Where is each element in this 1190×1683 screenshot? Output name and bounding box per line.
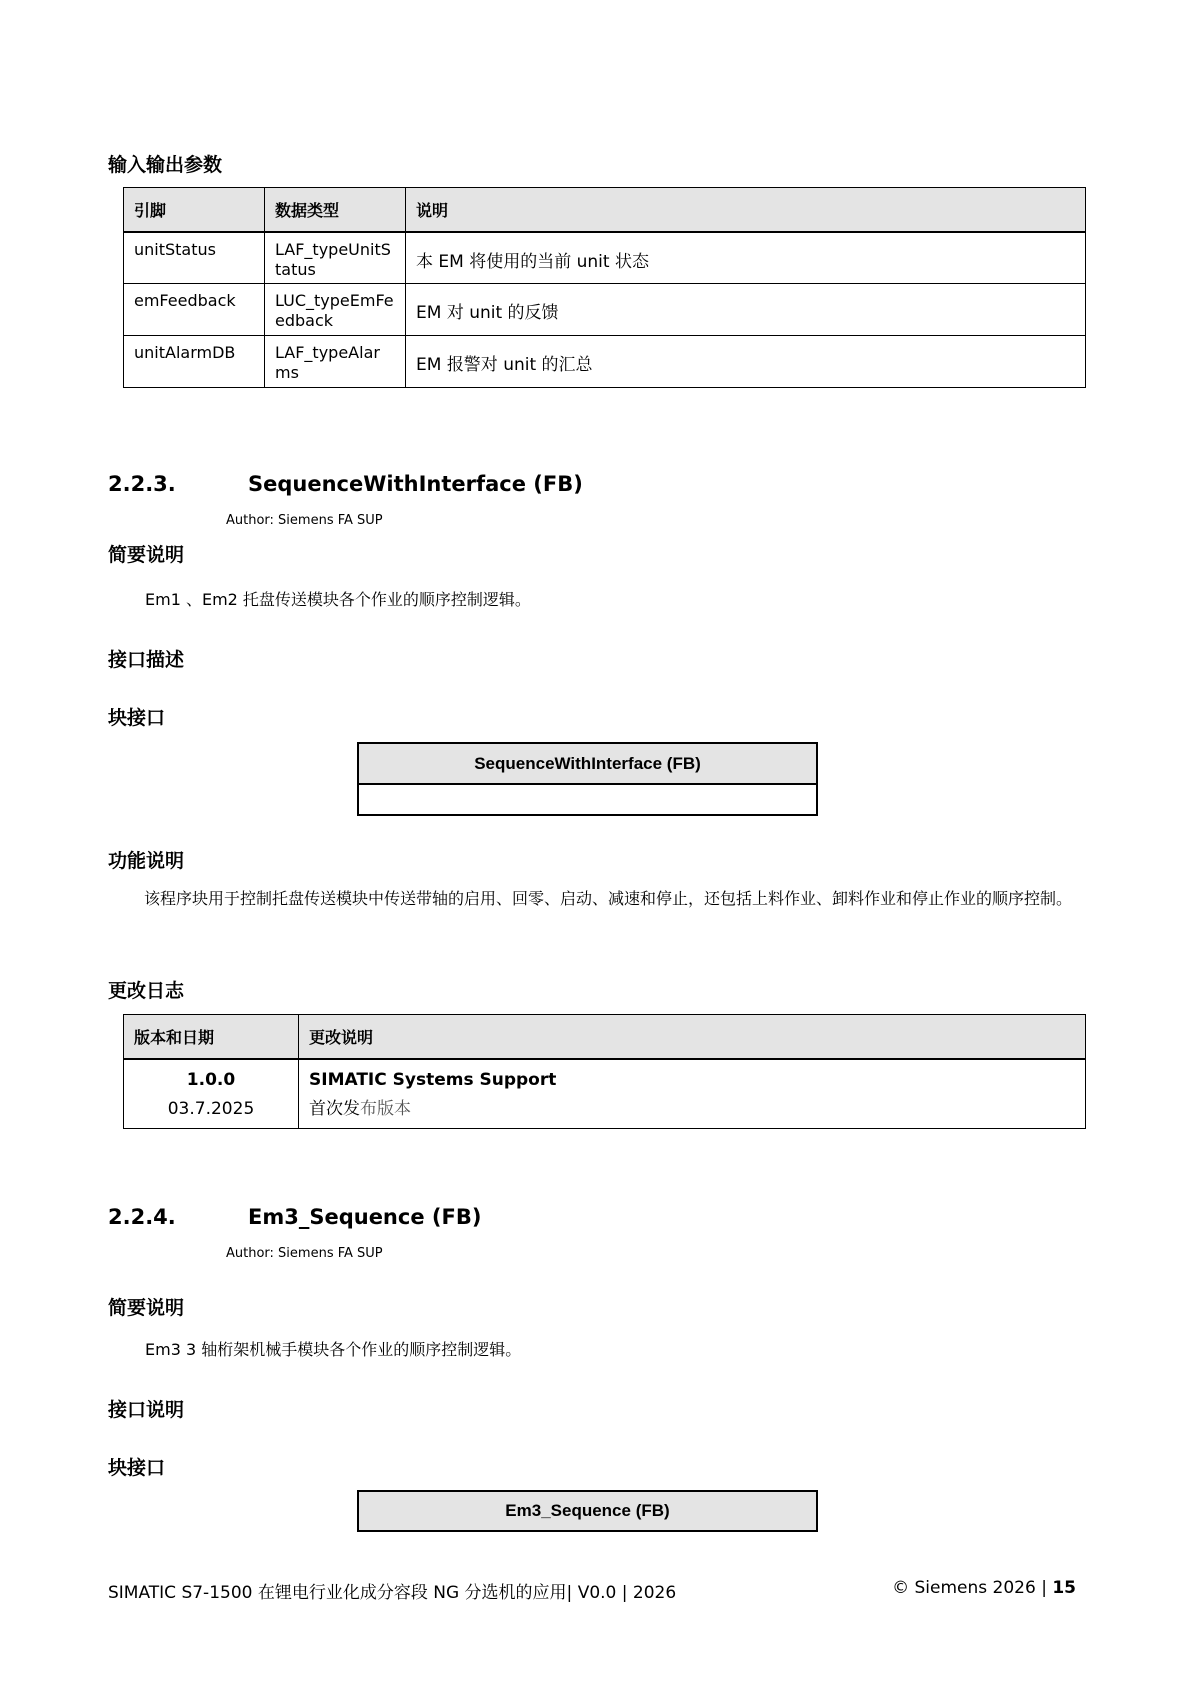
datatype-cell: LAF_typeAlarms [275,343,380,382]
datatype-cell: LAF_typeUnitStatus [275,239,391,279]
version-date: 03.7.2025 [167,1098,255,1119]
block-interface-diagram [357,742,818,816]
col-header-version-date: 版本和日期 [124,1015,299,1059]
footer-copyright: © Siemens 2026 | [892,1578,1053,1598]
pin-cell: unitStatus [134,239,216,259]
page-number: 15 [1052,1578,1076,1598]
section-title: SequenceWithInterface (FB) [248,472,583,496]
footer-document-title: SIMATIC S7-1500 在锂电行业化成分容段 NG 分选机的应用| V0.0 | 2026 [108,1583,677,1603]
io-params-table [123,187,1086,388]
col-header-change-notes: 更改说明 [299,1015,1086,1059]
block-interface-heading: 块接口 [108,707,166,729]
datatype-cell: LUC_typeEmFeedback [275,291,394,330]
description-cell: 本 EM 将使用的当前 unit 状态 [416,251,649,272]
brief-text: Em3 3 轴桁架机械手模块各个作业的顺序控制逻辑。 [145,1340,522,1359]
function-text: 该程序块用于控制托盘传送模块中传送带轴的启用、回零、启动、减速和停止，还包括上料作业、卸料作业和停止作业的顺序控制。 [144,889,1073,908]
brief-heading: 简要说明 [108,544,185,566]
change-note [309,1095,1075,1124]
table-row [124,1059,1086,1129]
changelog-heading: 更改日志 [108,980,185,1002]
pin-cell: emFeedback [134,291,236,310]
function-heading: 功能说明 [108,850,185,872]
col-header-description: 说明 [406,188,1086,232]
change-note-bold: 首次发 [309,1098,360,1119]
change-note-rest: 布版本 [360,1098,411,1119]
table-row [124,232,1086,284]
pin-cell: unitAlarmDB [134,343,236,362]
block-interface-heading: 块接口 [108,1457,166,1479]
author-line: Author: Siemens FA SUP [226,513,383,528]
block-title: Em3_Sequence (FB) [359,1492,816,1530]
table-row [124,336,1086,388]
author-line: Author: Siemens FA SUP [226,1246,383,1261]
block-interface-diagram [357,1490,818,1532]
description-cell: EM 对 unit 的反馈 [416,303,559,323]
description-cell: EM 报警对 unit 的汇总 [416,355,593,375]
interface-heading: 接口描述 [108,649,185,671]
changelog-table [123,1014,1086,1129]
section-number: 2.2.3. [108,472,176,496]
io-params-heading: 输入输出参数 [108,154,223,176]
section-number: 2.2.4. [108,1205,176,1229]
col-header-pin: 引脚 [124,188,265,232]
version-number: 1.0.0 [186,1069,236,1090]
table-row [124,284,1086,336]
footer-page-info [892,1578,1076,1598]
section-title: Em3_Sequence (FB) [248,1205,482,1229]
change-author: SIMATIC Systems Support [309,1069,557,1090]
block-title: SequenceWithInterface (FB) [359,744,816,785]
brief-heading: 简要说明 [108,1297,185,1319]
col-header-datatype: 数据类型 [265,188,406,232]
brief-text: Em1 、Em2 托盘传送模块各个作业的顺序控制逻辑。 [145,590,531,609]
interface-heading: 接口说明 [108,1399,185,1421]
